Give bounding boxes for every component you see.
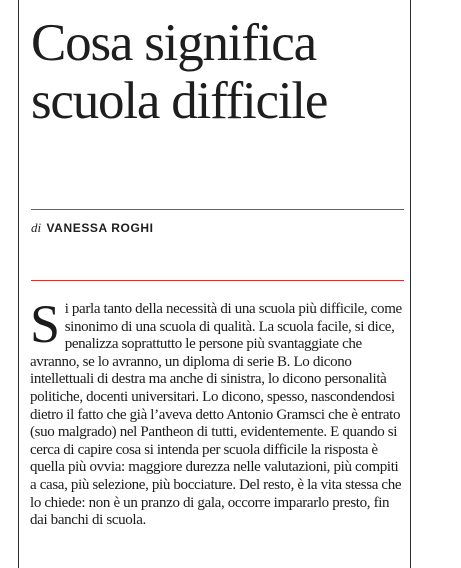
byline-author: VANESSA ROGHI (46, 221, 154, 235)
byline (31, 220, 154, 236)
byline-prefix: di (31, 220, 42, 235)
article-body (30, 294, 405, 530)
drop-cap: S (30, 294, 60, 354)
bottom-divider (31, 280, 404, 281)
top-divider (31, 209, 404, 210)
article-column (18, 0, 411, 568)
headline: Cosa significa scuola difficile (31, 14, 328, 130)
article-body-text: i parla tanto della necessità di una scuola più difficile, come sinonimo di una scuola di qualità. La scuola facile, si dice, penalizza soprattutto le persone più svantaggiate che avranno, se lo avranno, un diploma di serie B. Lo dicono intellettuali di destra ma anche di sinistra, lo dicono personalità politiche, docenti universitari. Lo dicono, spesso, nascondendosi dietro il fatto che già l’aveva detto Antonio Gramsci che è entrato (suo malgrado) nel Pantheon di tutti, evidentemente. E quando si cerca di capire cosa si intenda per scuola difficile la risposta è quella più ovvia: maggiore durezza nelle valutazioni, più compiti a casa, più selezione, più bocciature. Del resto, è la vita stessa che lo chiede: non è un pranzo di gala, occorre impararlo presto, fin dai banchi di scuola. (30, 301, 402, 529)
